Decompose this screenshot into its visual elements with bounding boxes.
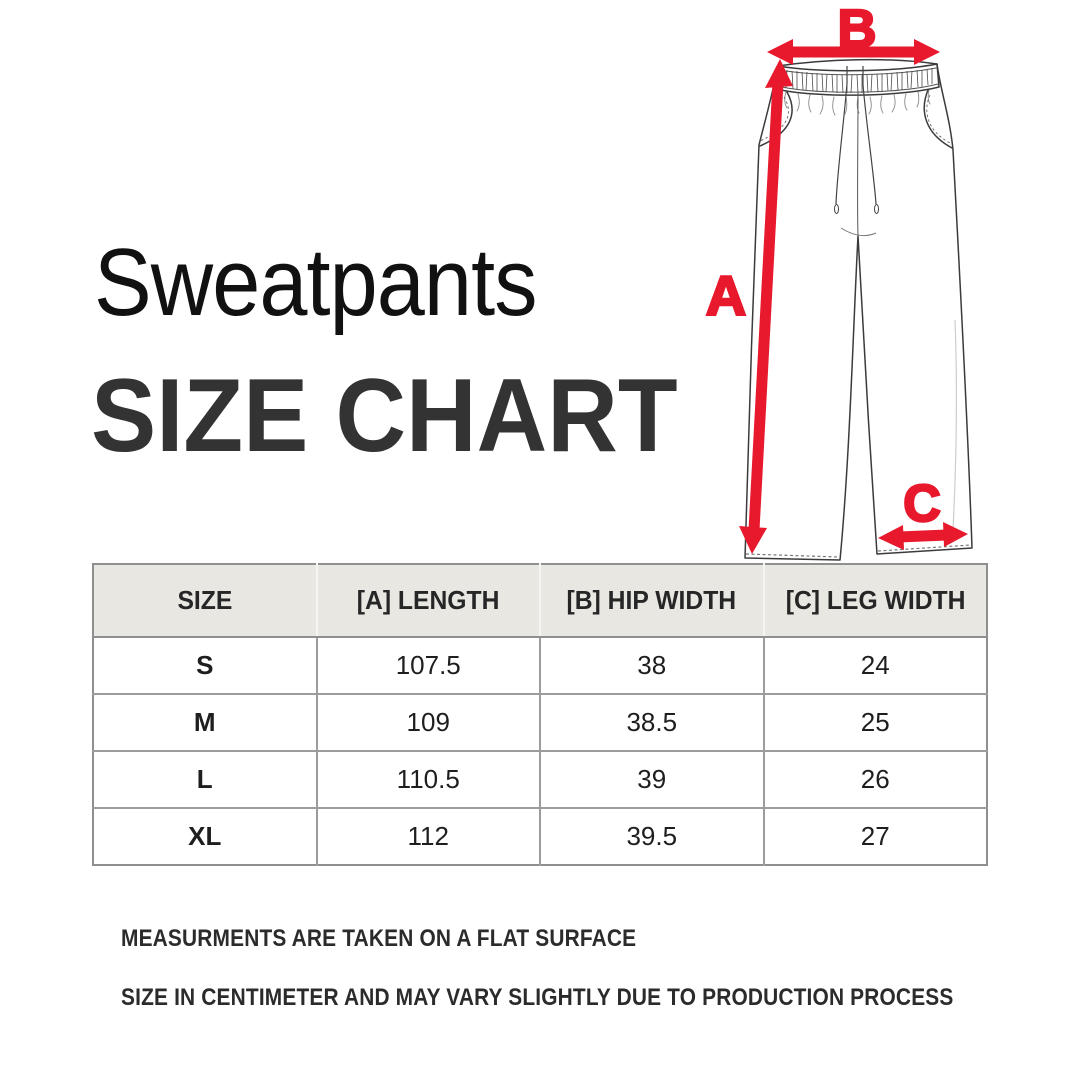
drawstring-right-aglet — [875, 205, 879, 214]
size-table — [92, 563, 988, 866]
note-flat-surface: MEASURMENTS ARE TAKEN ON A FLAT SURFACE — [121, 925, 637, 952]
length-cell: 112 — [317, 808, 541, 865]
measurement-arrow-b — [767, 0, 940, 65]
arrow-a-bottom-head — [739, 526, 767, 554]
leg-width-cell: 25 — [764, 694, 988, 751]
arrow-c-left-head — [878, 525, 904, 550]
label-b: B — [837, 0, 877, 59]
length-cell: 107.5 — [317, 637, 541, 694]
column-header-length: [A] LENGTH — [317, 564, 541, 637]
hip-width-cell: 39 — [540, 751, 764, 808]
page-title: Sweatpants — [94, 229, 537, 336]
table-row-xl — [93, 808, 987, 865]
column-header-hip-width: [B] HIP WIDTH — [540, 564, 764, 637]
fold-line-right-leg — [953, 320, 956, 530]
leg-width-cell: 26 — [764, 751, 988, 808]
leg-width-cell: 24 — [764, 637, 988, 694]
length-cell: 109 — [317, 694, 541, 751]
length-cell: 110.5 — [317, 751, 541, 808]
label-a: A — [705, 264, 747, 327]
arrow-a-top-head — [765, 59, 793, 88]
table-row-s — [93, 637, 987, 694]
table-row-l — [93, 751, 987, 808]
crotch-fold-line — [841, 228, 876, 236]
header-row — [93, 564, 987, 637]
size-cell: M — [93, 694, 317, 751]
measurement-arrow-a — [706, 59, 793, 554]
note-centimeter-disclaimer: SIZE IN CENTIMETER AND MAY VARY SLIGHTLY DUE TO PRODUCTION PROCESS — [121, 984, 954, 1011]
sweatpants-diagram — [700, 0, 1000, 570]
drawstring-left-aglet — [835, 205, 839, 214]
size-table-body — [93, 637, 987, 865]
drawstring-right — [863, 66, 876, 204]
size-table-header — [93, 564, 987, 637]
label-c: C — [903, 475, 941, 533]
size-cell: XL — [93, 808, 317, 865]
arrow-c-right-head — [943, 522, 968, 547]
hip-width-cell: 38 — [540, 637, 764, 694]
table-row-m — [93, 694, 987, 751]
hip-width-cell: 39.5 — [540, 808, 764, 865]
size-cell: L — [93, 751, 317, 808]
hem-stitch-right — [878, 545, 971, 551]
hip-width-cell: 38.5 — [540, 694, 764, 751]
arrow-b-right-head — [914, 39, 940, 65]
pocket-right-stitch — [927, 95, 950, 143]
column-header-size: SIZE — [93, 564, 317, 637]
size-cell: S — [93, 637, 317, 694]
leg-width-cell: 27 — [764, 808, 988, 865]
hem-stitch-left — [746, 554, 839, 557]
column-header-leg-width: [C] LEG WIDTH — [764, 564, 988, 637]
page-subtitle: SIZE CHART — [91, 358, 678, 474]
drawstring-left — [836, 66, 847, 204]
